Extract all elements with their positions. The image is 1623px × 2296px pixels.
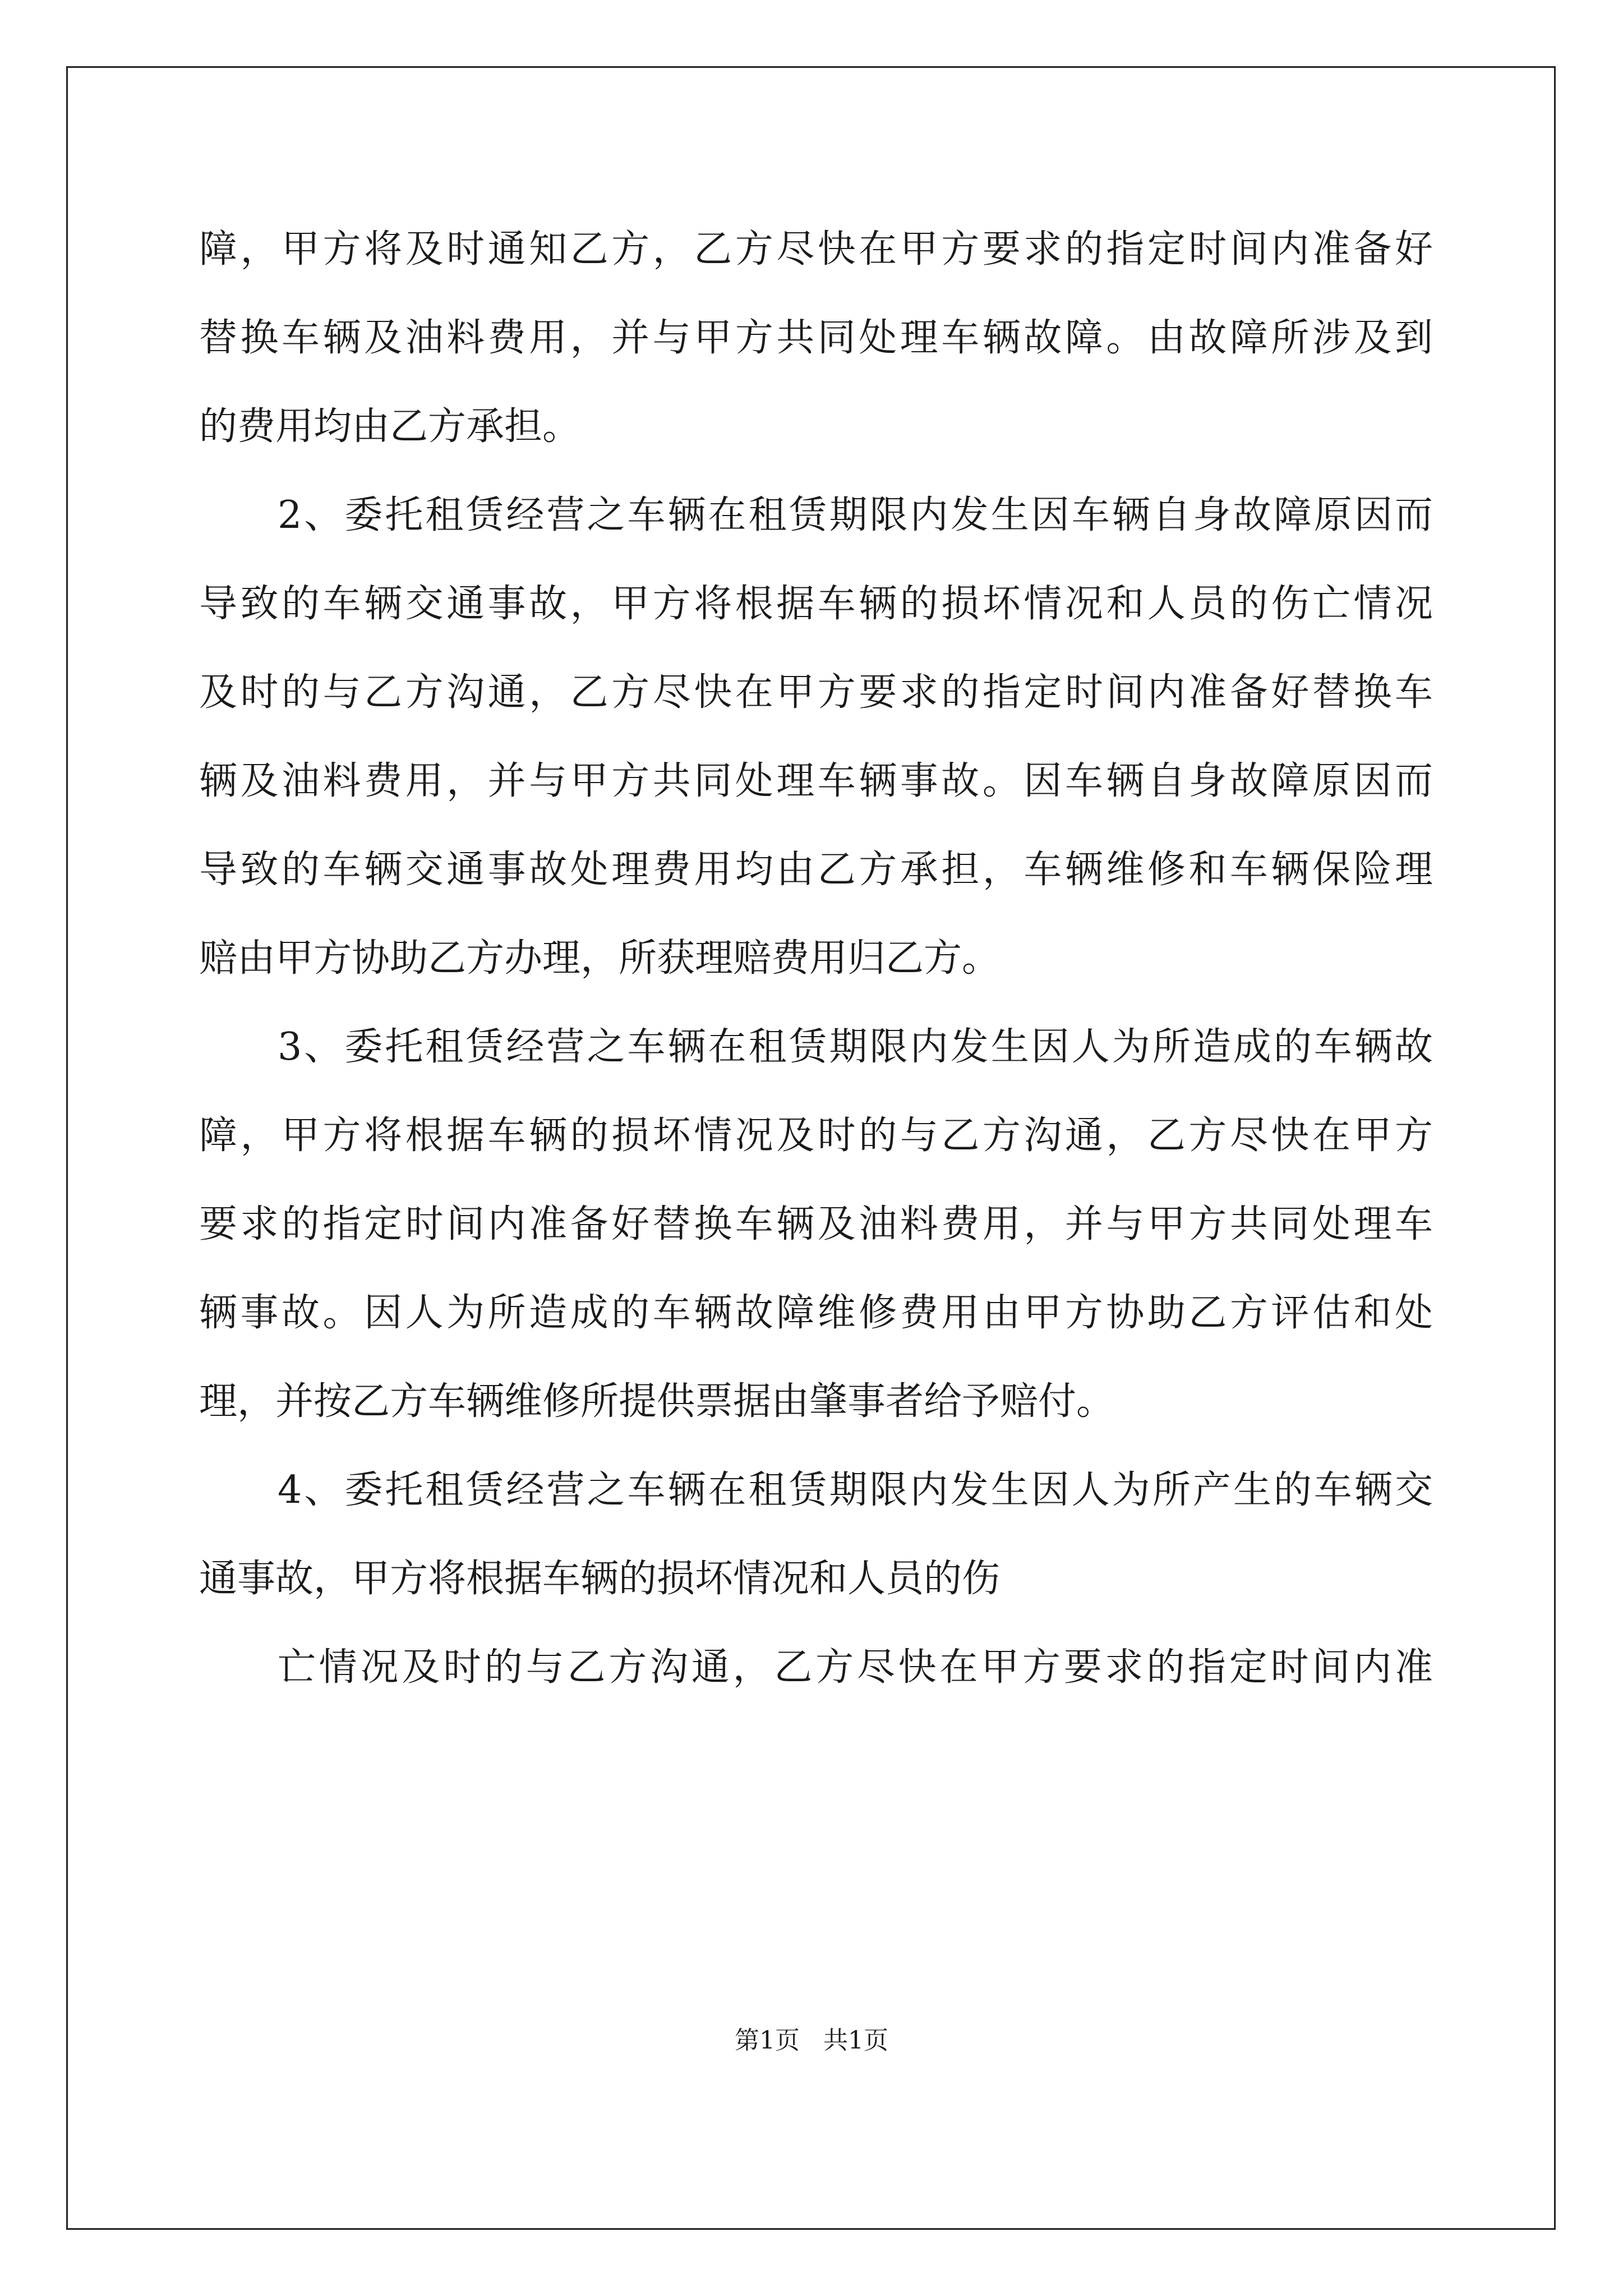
text-line: 赔由甲方协助乙方办理，所获理赔费用归乙方。 — [199, 936, 1000, 981]
paragraph-start-line: 3、委托租赁经营之车辆在租赁期限内发生因人为所造成的车辆故 — [278, 1025, 1433, 1069]
text-line: 辆及油料费用，并与甲方共同处理车辆事故。因车辆自身故障原因而 — [199, 759, 1433, 803]
text-line: 替换车辆及油料费用，并与甲方共同处理车辆故障。由故障所涉及到 — [199, 316, 1433, 360]
text-line: 理，并按乙方车辆维修所提供票据由肇事者给予赔付。 — [199, 1379, 1115, 1424]
text-line: 要求的指定时间内准备好替换车辆及油料费用，并与甲方共同处理车 — [199, 1202, 1433, 1246]
text-line: 导致的车辆交通事故，甲方将根据车辆的损坏情况和人员的伤亡情况 — [199, 582, 1433, 626]
paragraph-start-line: 4、委托租赁经营之车辆在租赁期限内发生因人为所产生的车辆交 — [278, 1468, 1433, 1512]
text-line: 及时的与乙方沟通，乙方尽快在甲方要求的指定时间内准备好替换车 — [199, 670, 1433, 715]
text-line: 导致的车辆交通事故处理费用均由乙方承担，车辆维修和车辆保险理 — [199, 848, 1433, 892]
text-line: 障，甲方将根据车辆的损坏情况及时的与乙方沟通，乙方尽快在甲方 — [199, 1114, 1433, 1158]
page-number-footer: 第1页 共1页 — [735, 2026, 888, 2055]
text-line: 通事故，甲方将根据车辆的损坏情况和人员的伤 — [199, 1557, 1000, 1601]
paragraph-start-line: 2、委托租赁经营之车辆在租赁期限内发生因车辆自身故障原因而 — [278, 493, 1433, 537]
text-line: 的费用均由乙方承担。 — [199, 404, 581, 449]
paragraph-start-line: 亡情况及时的与乙方沟通，乙方尽快在甲方要求的指定时间内准 — [278, 1645, 1433, 1690]
text-line: 障，甲方将及时通知乙方，乙方尽快在甲方要求的指定时间内准备好 — [199, 227, 1433, 272]
text-line: 辆事故。因人为所造成的车辆故障维修费用由甲方协助乙方评估和处 — [199, 1291, 1433, 1335]
